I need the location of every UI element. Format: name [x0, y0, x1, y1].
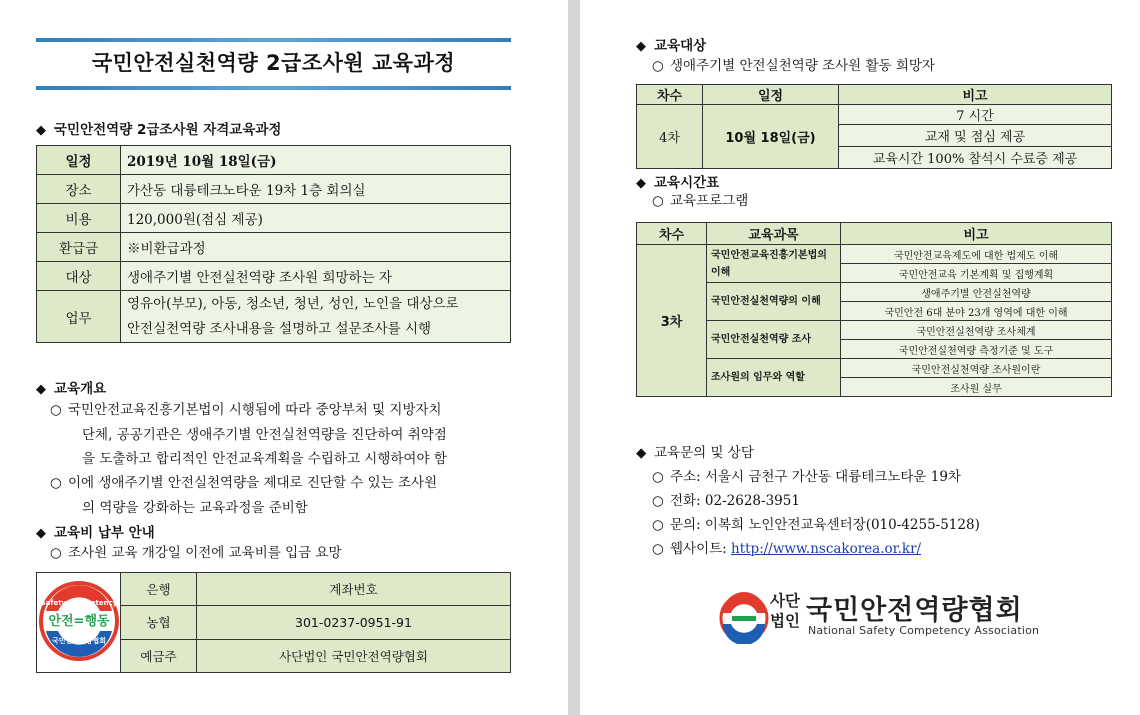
- overview-paragraph-1: ○ 국민안전교육진흥기본법이 시행됨에 따라 중앙부처 및 지방자치 단체, 공공기관은 생애주기별 안전실천역량을 진단하여 취약점 을 도출하고 합리적인 안전교육계획을 수립하고 시행하여야 함: [50, 398, 520, 472]
- account-number: 301-0237-0951-91: [197, 606, 511, 639]
- program-subject: 국민안전실천역량의 이해: [707, 283, 841, 321]
- title-rule-bottom: [36, 86, 511, 90]
- diamond-bullet-icon: ◆: [636, 445, 647, 461]
- safety-competency-logo: [38, 573, 120, 669]
- schedule-date: 10월 18일(금): [703, 105, 839, 169]
- page-title: 국민안전실천역량 2급조사원 교육과정: [91, 51, 456, 75]
- association-logo: [718, 586, 1048, 648]
- table-row: [637, 245, 1112, 264]
- diamond-bullet-icon: ◆: [36, 382, 46, 397]
- title-rule-top: [36, 38, 511, 42]
- list-item: ○ 문의: 이복희 노인안전교육센터장(010-4255-5128): [652, 513, 980, 537]
- info-value: 생애주기별 안전실천역량 조사원 희망하는 자: [121, 262, 511, 291]
- table-row: [37, 175, 511, 204]
- circle-bullet-icon: ○: [50, 545, 62, 561]
- target-note: ○ 생애주기별 안전실천역량 조사원 활동 희망자: [652, 54, 935, 78]
- course-info-table: [36, 145, 511, 343]
- list-item: ○ 주소: 서울시 금천구 가산동 대륭테크노타운 19차: [652, 465, 980, 489]
- table-row: [37, 262, 511, 291]
- corp-label: 사단 법인: [770, 592, 800, 630]
- contact-list: [652, 465, 980, 561]
- program-table: [636, 222, 1112, 397]
- table-row: [37, 204, 511, 233]
- association-name: 국민안전역량협회: [806, 595, 1023, 626]
- program-note: 국민안전실천역량 측정기준 및 도구: [841, 340, 1112, 359]
- circle-bullet-icon: ○: [652, 541, 664, 557]
- course-heading: ◆ 국민안전역량 2급조사원 자격교육과정: [36, 122, 282, 138]
- program-note: ○ 교육프로그램: [652, 189, 748, 213]
- title-banner: [36, 38, 511, 90]
- table-row: [37, 233, 511, 262]
- circle-bullet-icon: ○: [652, 469, 664, 485]
- circle-bullet-icon: ○: [652, 193, 664, 209]
- circle-bullet-icon: ○: [652, 517, 664, 533]
- fee-note: ○ 조사원 교육 개강일 이전에 교육비를 입금 요망: [50, 541, 342, 565]
- table-row: [637, 105, 1112, 125]
- program-note: 생애주기별 안전실천역량: [841, 283, 1112, 302]
- info-key: 일정: [37, 146, 121, 175]
- bank-name: 농협: [121, 606, 197, 639]
- circle-bullet-icon: ○: [652, 58, 664, 74]
- info-value: 영유아(부모), 아동, 청소년, 청년, 성인, 노인을 대상으로 안전실천역량 조사내용을 설명하고 설문조사를 시행: [121, 291, 511, 343]
- table-row: [637, 359, 1112, 378]
- info-key: 대상: [37, 262, 121, 291]
- col-header: 비고: [839, 85, 1112, 105]
- table-row: [637, 283, 1112, 302]
- schedule-round: 4차: [637, 105, 703, 169]
- schedule-note: 교육시간 100% 참석시 수료증 제공: [839, 147, 1112, 169]
- bank-col-header: 은행: [121, 573, 197, 606]
- col-header: 차수: [637, 223, 707, 245]
- info-key: 장소: [37, 175, 121, 204]
- info-value: 가산동 대륭테크노타운 19차 1층 회의실: [121, 175, 511, 204]
- list-item: ○ 웹사이트: http://www.nscakorea.or.kr/: [652, 537, 980, 561]
- list-item: ○ 전화: 02-2628-3951: [652, 489, 980, 513]
- association-english-name: National Safety Competency Association: [808, 624, 1040, 637]
- info-key: 환급금: [37, 233, 121, 262]
- info-key: 업무: [37, 291, 121, 343]
- fee-heading: ◆ 교육비 납부 안내: [36, 525, 155, 541]
- program-subject: 조사원의 임무와 역할: [707, 359, 841, 397]
- overview-paragraph-2: ○ 이에 생애주기별 안전실천역량을 제대로 진단할 수 있는 조사원 의 역량을 강화하는 교육과정을 준비함: [50, 471, 520, 520]
- table-header-row: [637, 223, 1112, 245]
- program-note: 조사원 실무: [841, 378, 1112, 397]
- circle-bullet-icon: ○: [50, 475, 62, 491]
- diamond-bullet-icon: ◆: [636, 176, 646, 191]
- holder-label: 예금주: [121, 639, 197, 672]
- target-heading: ◆ 교육대상: [636, 38, 707, 54]
- website-link[interactable]: http://www.nscakorea.or.kr/: [731, 541, 922, 557]
- page-gutter: [568, 0, 580, 715]
- col-header: 비고: [841, 223, 1112, 245]
- contact-heading: ◆ 교육문의 및 상담: [636, 441, 754, 465]
- program-note: 국민안전교육제도에 대한 법제도 이해: [841, 245, 1112, 264]
- account-holder: 사단법인 국민안전역량협회: [197, 639, 511, 672]
- circle-bullet-icon: ○: [50, 402, 62, 418]
- col-header: 차수: [637, 85, 703, 105]
- program-note: 국민안전 6대 분야 23개 영역에 대한 이해: [841, 302, 1112, 321]
- program-note: 국민안전교육 기본계획 및 집행계획: [841, 264, 1112, 283]
- overview-heading: ◆ 교육개요: [36, 381, 107, 397]
- info-key: 비용: [37, 204, 121, 233]
- program-round: 3차: [637, 245, 707, 397]
- table-header-row: [637, 85, 1112, 105]
- association-emblem-icon: [718, 592, 770, 644]
- circle-bullet-icon: ○: [652, 493, 664, 509]
- info-value: ※비환급과정: [121, 233, 511, 262]
- diamond-bullet-icon: ◆: [36, 526, 46, 541]
- program-subject: 국민안전교육진흥기본법의 이해: [707, 245, 841, 283]
- svg-text:국민안전역량협회: 국민안전역량협회: [51, 637, 106, 645]
- table-row: [37, 573, 511, 606]
- schedule-note: 교재 및 점심 제공: [839, 125, 1112, 147]
- safety-logo-cell: [37, 573, 121, 673]
- svg-text:Safety Competency: Safety Competency: [40, 599, 117, 607]
- schedule-note: 7 시간: [839, 105, 1112, 125]
- diamond-bullet-icon: ◆: [636, 39, 646, 54]
- bank-account-table: [36, 572, 511, 673]
- schedule-table: [636, 84, 1112, 169]
- diamond-bullet-icon: ◆: [36, 123, 46, 138]
- info-value: 2019년 10월 18일(금): [121, 146, 511, 175]
- program-note: 국민안전실천역량 조사체계: [841, 321, 1112, 340]
- timetable-heading: ◆ 교육시간표: [636, 175, 720, 191]
- program-note: 국민안전실천역량 조사원이란: [841, 359, 1112, 378]
- svg-text:안전=행동: 안전=행동: [47, 614, 110, 629]
- info-value: 120,000원(점심 제공): [121, 204, 511, 233]
- col-header: 일정: [703, 85, 839, 105]
- col-header: 교육과목: [707, 223, 841, 245]
- program-subject: 국민안전실천역량 조사: [707, 321, 841, 359]
- table-row: [37, 291, 511, 343]
- table-row: [637, 321, 1112, 340]
- account-col-header: 계좌번호: [197, 573, 511, 606]
- table-row: [37, 146, 511, 175]
